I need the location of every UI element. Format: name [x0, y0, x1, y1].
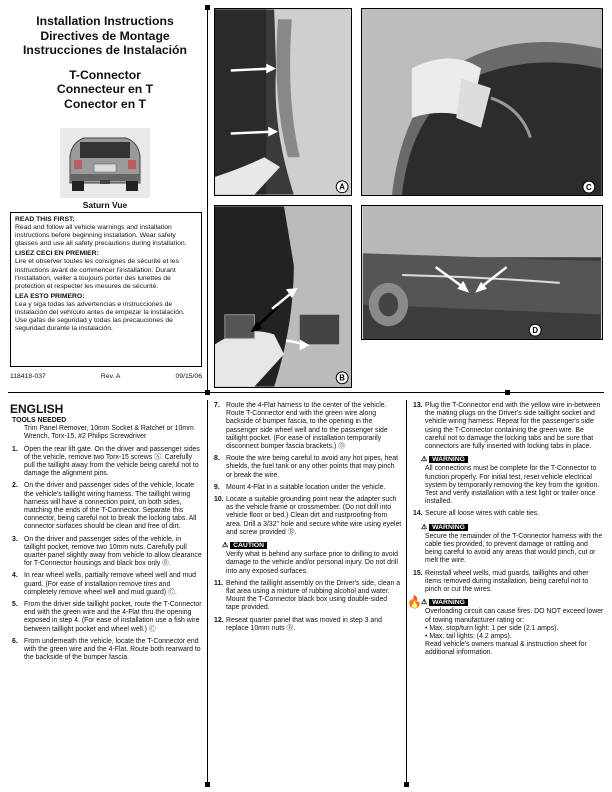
divider-marker [505, 390, 510, 395]
caution-text: Verify what is behind any surface prior to drilling to avoid damage to the vehicle and/or personal injury. Do not drill into any exposed surfaces. [226, 551, 398, 575]
doc-date: 09/15/06 [175, 373, 202, 380]
document-info [10, 373, 202, 380]
vehicle-image [60, 128, 150, 198]
steps-list-col3a [413, 402, 605, 451]
step-item [12, 572, 202, 597]
product-french: Connecteur en T [56, 82, 154, 96]
warning-3-text: Overloading circuit can cause fires. DO NOT exceed lower of towing manufacturer rating or: [425, 608, 604, 624]
fire-icon: 🔥 [407, 595, 422, 610]
step-item [12, 482, 202, 531]
divider-horizontal [8, 392, 604, 393]
read-first-heading-es: LEA ESTO PRIMERO: [15, 292, 85, 300]
instructions-column-3 [407, 402, 605, 658]
photo-d [361, 205, 603, 340]
divider-vertical-top [207, 8, 208, 393]
step-text: Route the wire being careful to avoid any hot pipes, heat shields, the fuel tank or any other points that may pinch or break the wire. [226, 455, 398, 479]
divider-marker [404, 782, 409, 787]
photo-b [214, 205, 352, 388]
photo-a-label: A [339, 182, 345, 192]
photo-c-label: C [585, 183, 592, 193]
steps-list-col2a [214, 402, 402, 537]
product-spanish: Conector en T [64, 96, 146, 111]
photo-a [214, 8, 352, 196]
step-text: Open the rear lift gate. On the driver and passenger sides of the vehicle, remove two Torx-15 screws Ⓐ. Carefully pull the taillight away from the vehicle being careful not to damage the alignment pins. [24, 445, 200, 478]
title-spanish: Instrucciones de Instalación [23, 43, 187, 57]
read-first-box [10, 212, 202, 367]
warning-3-label [419, 599, 470, 607]
product-english: T-Connector [69, 67, 141, 82]
step-item [12, 536, 202, 569]
caution-label [220, 542, 269, 550]
warning-2-text: Secure the remainder of the T-Connector harness with the cable ties provided, to prevent damage or rattling and being careful to avoid any areas that would pinch, cut or melt the wire. [425, 532, 603, 565]
step-text: On the driver and passenger sides of the vehicle, locate the vehicle's taillight wiring harness. The taillight wiring harness will have a connection point, on both sides, matching the ends of the T-Connector. Separate this connector, being careful not to break the locking tabs. All connector surfaces should be clean and free of dirt. [24, 482, 197, 531]
step-item [214, 580, 402, 613]
step-text: Plug the T-Connector end with the yellow wire in-between the mating plugs on the Driver's side taillight socket and vehicle wiring harness. Repeat for the passenger's side using the T-Connector containing the green wire. Be careful not to damage the locking tabs and be sure that connectors are fully inserted with locking tabs in place. [425, 402, 601, 451]
tools-heading: TOOLS NEEDED [12, 417, 67, 424]
step-item [214, 484, 402, 492]
step-item [12, 638, 202, 663]
warning-1-label-text: WARNING [429, 456, 468, 463]
divider-marker [205, 5, 210, 10]
step-text: Reinstall wheel wells, mud guards, taillights and other items removed during installation, being careful not to pinch or cut the wires. [425, 569, 589, 594]
read-first-text-fr: Lire et observer toutes les consignes de sécurité et les instructions avant de commencer l'installation. Durant l'installation, veiller à toujours porter des lunettes de protection et respecter les mesures de sécurité. [15, 258, 179, 290]
step-text: From underneath the vehicle, locate the T-Connector end with the green wire and the 4-Flat. Route both rearward to the backside of the bumper fascia. [24, 637, 201, 662]
section-title-english: ENGLISH [10, 402, 64, 416]
divider-vertical-col2 [406, 400, 407, 785]
step-text: Locate a suitable grounding point near the adapter such as the vehicle frame or crossmember. (Do not drill into vehicle floor or bed.) Clean dirt and rustproofing from area. Drill a 3/32" hole and secure white wire using eyelet and screw provided Ⓑ. [226, 496, 402, 536]
step-text: In rear wheel wells, partially remove wheel well and mud guard. (For ease of installation remove tires and completely remove wheel well and mud guard) Ⓒ. [24, 572, 196, 596]
step-number: 13. [413, 402, 423, 409]
warning-3-bullet-1: • Max. stop/turn light: 1 per side (2.1 amps). [425, 624, 559, 632]
step-14 [413, 510, 605, 518]
warning-2-label [419, 524, 470, 532]
step-number: 10. [214, 496, 224, 504]
read-first-text-en: Read and follow all vehicle warnings and installation instructions before beginning installation. Wear safety glasses and use all safety precautions during installation. [15, 224, 187, 248]
title-english: Installation Instructions [36, 14, 174, 28]
step-text: Secure all loose wires with cable ties. [425, 510, 540, 518]
warning-3-block [407, 595, 605, 657]
steps-list-col1 [12, 446, 202, 663]
steps-list-col2b [214, 580, 402, 633]
step-item [214, 496, 402, 537]
step-number: 9. [214, 483, 220, 491]
divider-marker [205, 782, 210, 787]
revision: Rev. A [100, 373, 121, 380]
step-15 [413, 570, 605, 595]
divider-vertical-col1 [207, 400, 208, 785]
step-number: 11. [214, 579, 224, 587]
step-number: 4. [12, 572, 18, 580]
vehicle-caption: Saturn Vue [82, 200, 128, 210]
caution-icon: ⚠ [222, 542, 229, 550]
step-text: Route the 4-Flat harness to the center of the vehicle. Route T-Connector end with the green wire along backside of bumper fascia, to the opening in the passenger side wheel well and to the passenger side taillight pocket. (For ease of installation temporarily disconnect bumper fascia brackets.) Ⓓ [226, 402, 388, 451]
photo-c [361, 8, 603, 196]
warning-icon: ⚠ [421, 456, 428, 464]
step-item [413, 402, 605, 451]
step-number: 3. [12, 535, 18, 543]
step-item [214, 402, 402, 451]
photo-d-label: D [532, 326, 539, 336]
step-item [214, 617, 402, 633]
step-text: From the driver side taillight pocket, route the T-Connector end with the green wire and the 4-Flat thru the opening exposed in step 4. (For ease of installation use a fish wire between taillight pocket and wheel well.) Ⓒ [24, 601, 202, 633]
warning-3-bullet-2: • Max. tail lights: (4.2 amps). [425, 633, 512, 641]
warning-3-label-text: WARNING [429, 599, 468, 606]
step-number: 7. [214, 402, 220, 409]
step-text: On the driver and passenger sides of the vehicle, in taillight pocket, remove two 10mm nuts. Carefully pull quarter panel slightly away from vehicle to allow clearance for T-Connector housings and black box only Ⓑ. [24, 535, 202, 568]
read-first-text-es: Lea y siga todas las advertencias e instrucciones de instalación del vehículo antes de empezar la instalación. Use gafas de seguridad y todas las precauciones de seguridad durante la instalación. [15, 300, 185, 333]
step-item [214, 455, 402, 480]
step-item [12, 446, 202, 479]
warning-3-tail: Read vehicle's owners manual & instruction sheet for additional information. [425, 641, 587, 657]
instructions-column-1 [12, 417, 202, 666]
warning-icon: ⚠ [421, 599, 428, 607]
photo-b-label: B [339, 373, 345, 383]
step-item [12, 601, 202, 634]
step-number: 1. [12, 445, 18, 453]
warning-2-label-text: WARNING [429, 524, 468, 531]
step-number: 15. [413, 569, 423, 577]
step-text: Behind the taillight assembly on the Driver's side, clean a flat area using a mixture of rubbing alcohol and water. Mount the T-Connector black box using double-sided tape provided. [226, 579, 401, 612]
step-number: 12. [214, 616, 224, 624]
step-number: 6. [12, 637, 18, 645]
part-number: 118418-037 [10, 373, 46, 380]
document-header [10, 14, 200, 111]
read-first-heading-fr: LISEZ CECI EN PREMIER: [15, 250, 99, 258]
caution-label-text: CAUTION [230, 542, 267, 549]
instructions-column-2 [214, 402, 402, 637]
warning-1-text: All connections must be complete for the T-Connector to function properly. For initial test, reset vehicle electrical system by temporarily removing the key from the ignition. Test and verify installation with a test light or trailer once installed. [425, 465, 600, 506]
divider-marker [205, 390, 210, 395]
title-french: Directives de Montage [40, 28, 170, 43]
step-number: 5. [12, 601, 18, 609]
tools-text: Trim Panel Remover, 10mm Socket & Ratchet or 10mm Wrench, Torx-15, #2 Philips Screwdriver [24, 425, 194, 441]
warning-icon: ⚠ [421, 523, 428, 531]
read-first-heading-en: READ THIS FIRST: [15, 216, 75, 223]
step-number: 8. [214, 455, 220, 463]
warning-1-label [419, 456, 470, 464]
step-number: 14. [413, 510, 423, 518]
step-text: Reseat quarter panel that was moved in step 3 and replace 10mm nuts Ⓑ. [226, 616, 382, 632]
step-number: 2. [12, 482, 18, 490]
step-text: Mount 4-Flat in a suitable location under the vehicle. [226, 483, 386, 491]
